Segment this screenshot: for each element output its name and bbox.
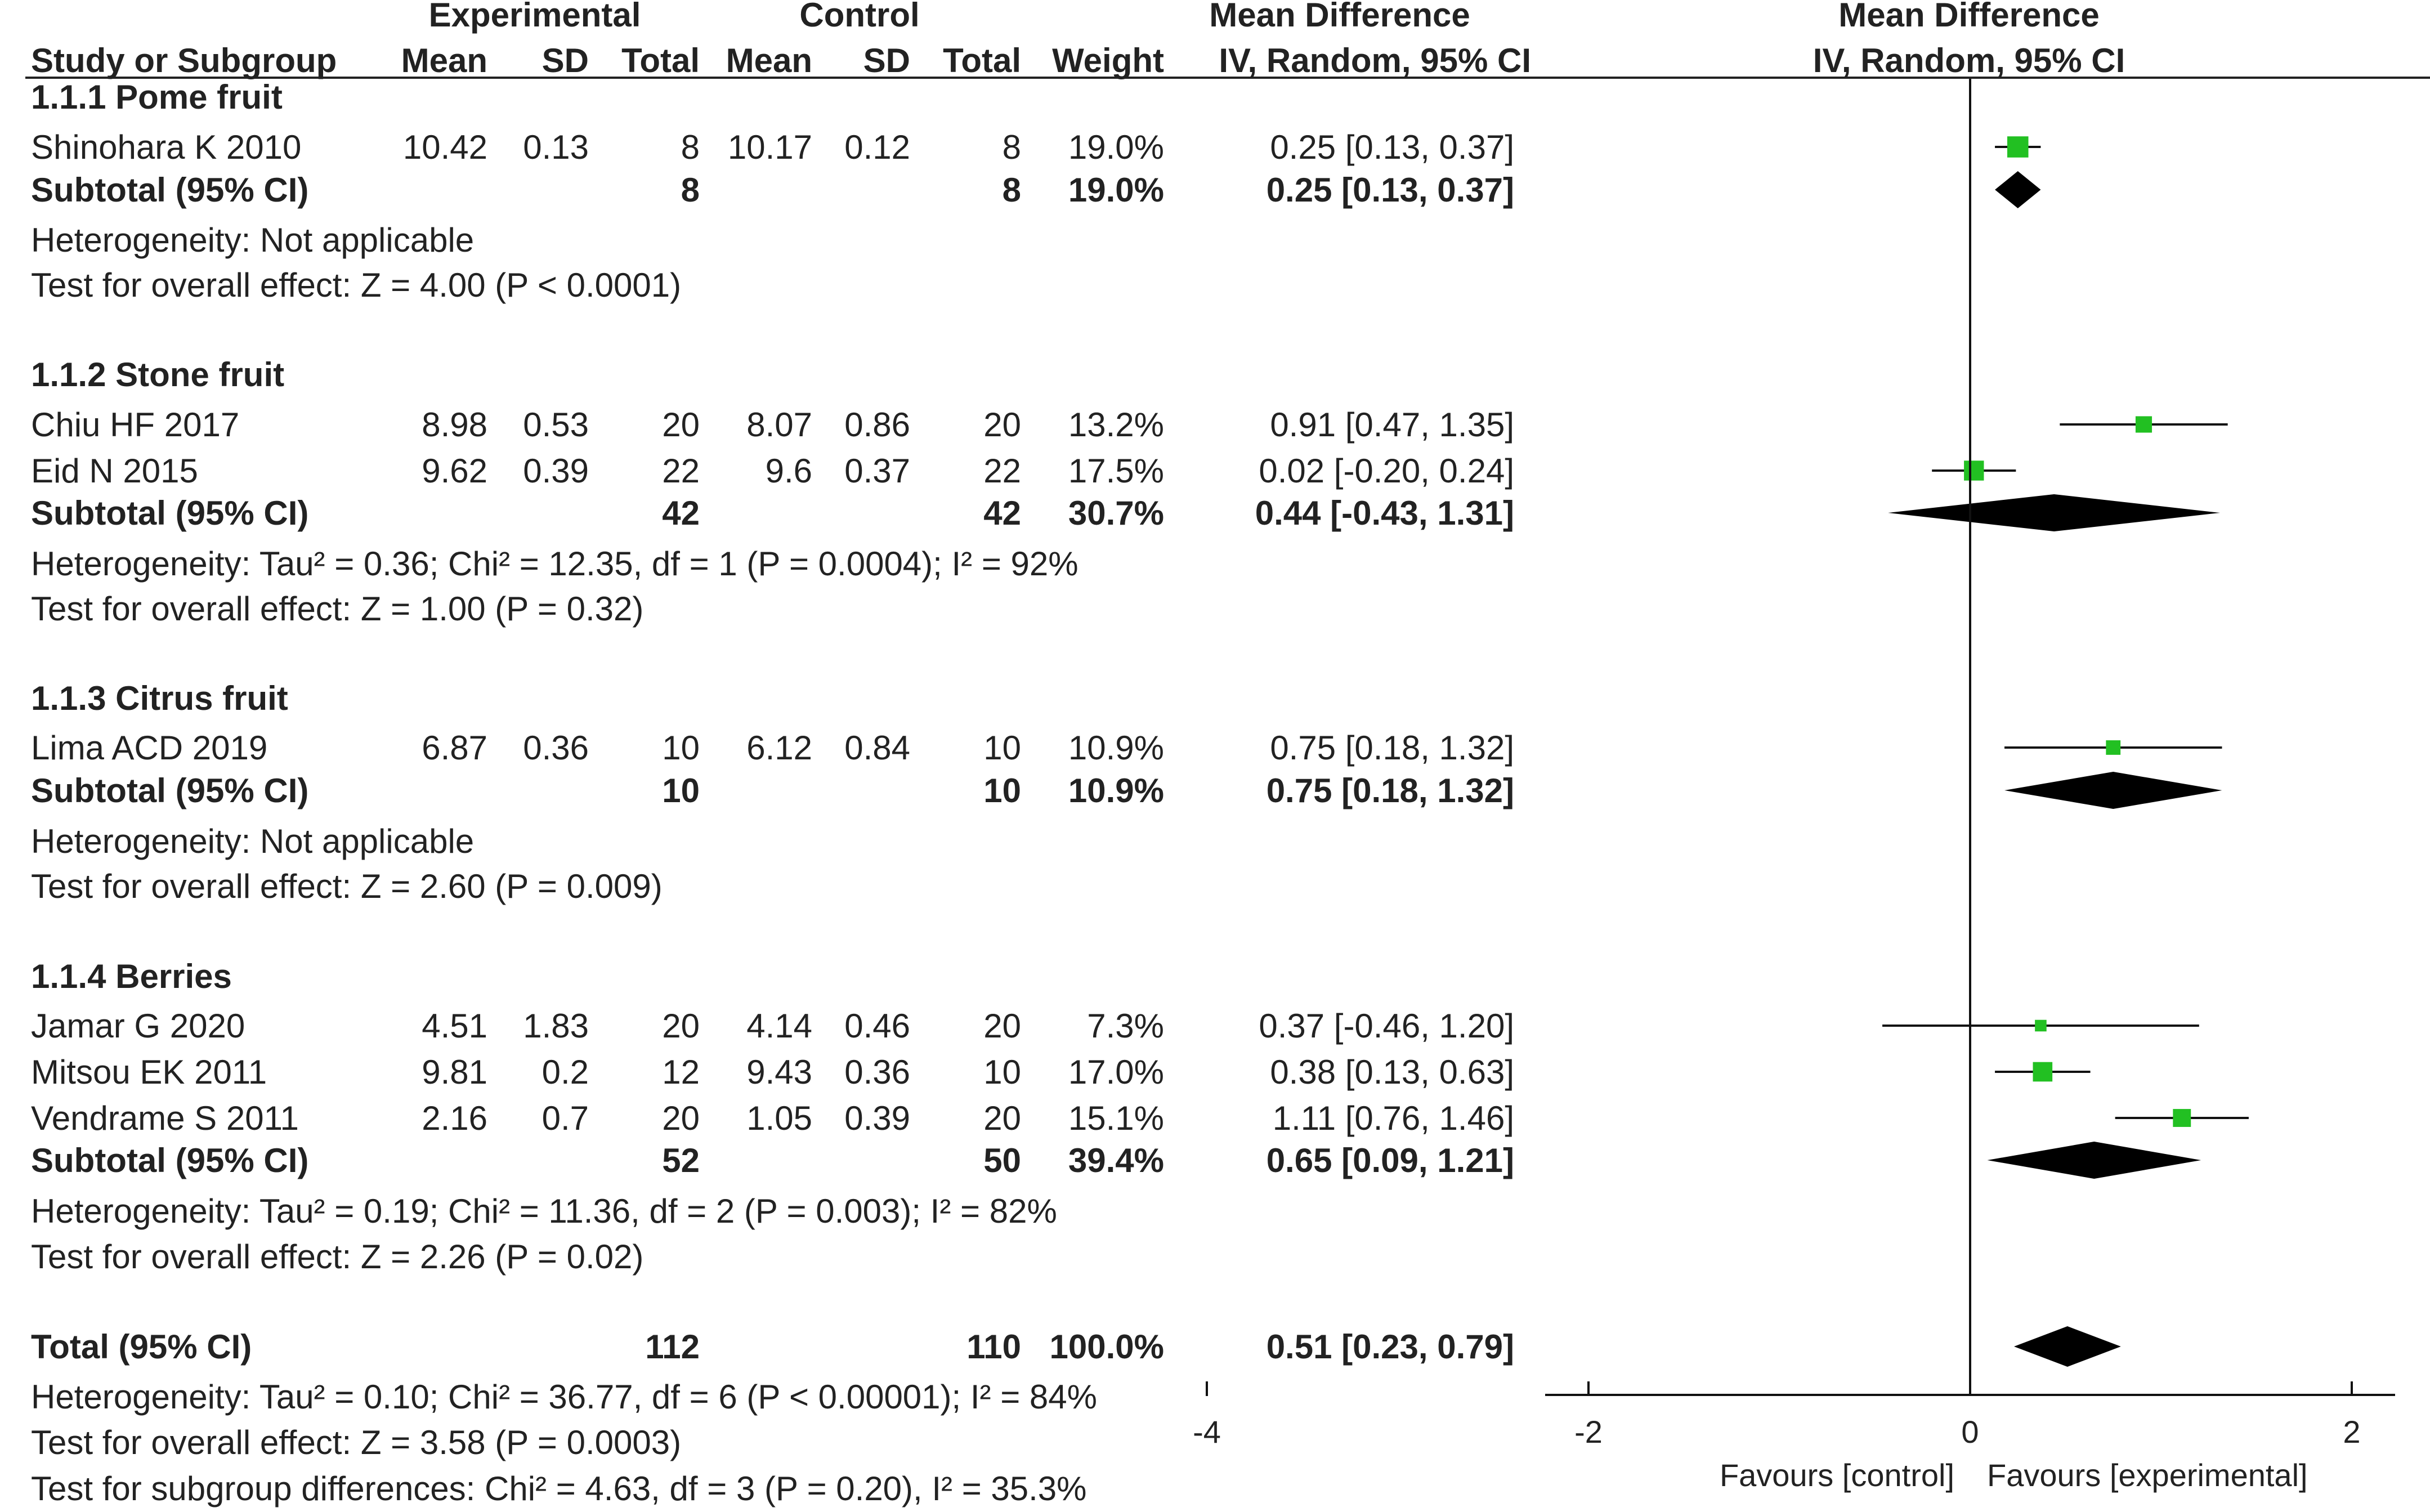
subtotal-label: Subtotal (95% CI) xyxy=(31,1142,309,1179)
study-exp-mean: 6.87 xyxy=(422,729,487,767)
study-exp-sd: 0.53 xyxy=(523,406,589,444)
study-exp-sd: 0.2 xyxy=(542,1053,589,1091)
col-md: IV, Random, 95% CI xyxy=(1219,42,1531,79)
overall-effect-text: Test for overall effect: Z = 2.26 (P = 0.02) xyxy=(31,1238,644,1276)
study-name: Eid N 2015 xyxy=(31,452,198,490)
study-ci: 1.11 [0.76, 1.46] xyxy=(1272,1099,1514,1137)
subgroup-label: 1.1.4 Berries xyxy=(31,958,232,995)
study-weight: 17.0% xyxy=(1068,1053,1164,1091)
header-control: Control xyxy=(799,0,920,34)
study-marker xyxy=(2035,1020,2047,1032)
subtotal-ctl-total: 42 xyxy=(983,494,1021,532)
heterogeneity-text: Heterogeneity: Tau² = 0.36; Chi² = 12.35, df = 1 (P = 0.0004); I² = 92% xyxy=(31,545,1078,583)
col-weight: Weight xyxy=(1052,42,1164,79)
subtotal-ci: 0.25 [0.13, 0.37] xyxy=(1266,171,1514,209)
subtotal-ctl-total: 50 xyxy=(983,1142,1021,1179)
study-ctl-total: 22 xyxy=(983,452,1021,490)
study-ctl-total: 10 xyxy=(983,729,1021,767)
subtotal-exp-total: 52 xyxy=(662,1142,700,1179)
subtotal-weight: 30.7% xyxy=(1068,494,1164,532)
subtotal-ci: 0.44 [-0.43, 1.31] xyxy=(1255,494,1514,532)
total-label: Total (95% CI) xyxy=(31,1328,252,1366)
study-ci: 0.38 [0.13, 0.63] xyxy=(1270,1053,1514,1091)
x-tick-label: 0 xyxy=(1961,1414,1979,1450)
x-tick-label: -4 xyxy=(1193,1414,1221,1450)
study-weight: 15.1% xyxy=(1068,1099,1164,1137)
subtotal-diamond xyxy=(2004,772,2222,809)
favours-control-label: Favours [control] xyxy=(1719,1457,1954,1493)
study-ctl-sd: 0.12 xyxy=(844,128,910,166)
table-rows xyxy=(31,78,1514,1507)
study-ci: 0.75 [0.18, 1.32] xyxy=(1270,729,1514,767)
study-exp-total: 20 xyxy=(662,1007,700,1045)
heterogeneity-text: Heterogeneity: Not applicable xyxy=(31,221,475,259)
study-exp-sd: 0.39 xyxy=(523,452,589,490)
study-ci: 0.02 [-0.20, 0.24] xyxy=(1259,452,1514,490)
study-exp-total: 12 xyxy=(662,1053,700,1091)
col-exp-total: Total xyxy=(621,42,700,79)
col-md-plot: IV, Random, 95% CI xyxy=(1813,42,2125,79)
overall-effect-text: Test for overall effect: Z = 1.00 (P = 0.32) xyxy=(31,590,644,628)
study-weight: 19.0% xyxy=(1068,128,1164,166)
total-heterogeneity-text: Heterogeneity: Tau² = 0.10; Chi² = 36.77, df = 6 (P < 0.00001); I² = 84% xyxy=(31,1378,1097,1416)
subtotal-label: Subtotal (95% CI) xyxy=(31,171,309,209)
study-name: Mitsou EK 2011 xyxy=(31,1053,267,1091)
study-ctl-sd: 0.84 xyxy=(844,729,910,767)
subtotal-exp-total: 42 xyxy=(662,494,700,532)
study-marker xyxy=(2007,136,2029,158)
study-ci: 0.91 [0.47, 1.35] xyxy=(1270,406,1514,444)
study-exp-mean: 8.98 xyxy=(422,406,487,444)
subtotal-diamond xyxy=(1995,171,2040,208)
study-ctl-total: 10 xyxy=(983,1053,1021,1091)
total-exp-total: 112 xyxy=(645,1328,700,1366)
favours-experimental-label: Favours [experimental] xyxy=(1987,1457,2308,1493)
study-exp-mean: 10.42 xyxy=(402,128,487,166)
study-weight: 17.5% xyxy=(1068,452,1164,490)
study-ctl-mean: 6.12 xyxy=(746,729,812,767)
col-ctl-total: Total xyxy=(943,42,1021,79)
study-ctl-mean: 9.6 xyxy=(765,452,812,490)
overall-effect-text: Test for overall effect: Z = 2.60 (P = 0.009) xyxy=(31,867,663,905)
study-exp-total: 8 xyxy=(681,128,700,166)
heterogeneity-text: Heterogeneity: Tau² = 0.19; Chi² = 11.36, df = 2 (P = 0.003); I² = 82% xyxy=(31,1192,1057,1230)
study-exp-sd: 0.36 xyxy=(523,729,589,767)
study-ctl-total: 8 xyxy=(1002,128,1021,166)
study-ctl-sd: 0.39 xyxy=(844,1099,910,1137)
study-exp-sd: 0.13 xyxy=(523,128,589,166)
subtotal-ctl-total: 8 xyxy=(1002,171,1021,209)
total-ctl-total: 110 xyxy=(966,1328,1021,1366)
subgroup-differences-text: Test for subgroup differences: Chi² = 4.63, df = 3 (P = 0.20), I² = 35.3% xyxy=(31,1470,1087,1507)
study-ctl-total: 20 xyxy=(983,1007,1021,1045)
study-exp-mean: 9.81 xyxy=(422,1053,487,1091)
study-weight: 7.3% xyxy=(1087,1007,1164,1045)
study-exp-total: 20 xyxy=(662,1099,700,1137)
study-exp-total: 10 xyxy=(662,729,700,767)
study-marker xyxy=(2106,740,2120,755)
subtotal-weight: 19.0% xyxy=(1068,171,1164,209)
subtotal-diamond xyxy=(1888,494,2220,531)
study-name: Vendrame S 2011 xyxy=(31,1099,299,1137)
subtotal-ci: 0.65 [0.09, 1.21] xyxy=(1266,1142,1514,1179)
col-ctl-mean: Mean xyxy=(726,42,812,79)
col-ctl-sd: SD xyxy=(863,42,910,79)
overall-effect-text: Test for overall effect: Z = 4.00 (P < 0.0001) xyxy=(31,266,682,304)
study-ctl-mean: 8.07 xyxy=(746,406,812,444)
subgroup-label: 1.1.1 Pome fruit xyxy=(31,78,283,116)
study-ctl-mean: 1.05 xyxy=(746,1099,812,1137)
x-tick-label: 2 xyxy=(2343,1414,2361,1450)
study-ctl-sd: 0.36 xyxy=(844,1053,910,1091)
study-ctl-mean: 4.14 xyxy=(746,1007,812,1045)
study-marker xyxy=(1964,460,1984,480)
subtotal-exp-total: 10 xyxy=(662,772,700,809)
col-study: Study or Subgroup xyxy=(31,42,337,79)
x-tick-label: -2 xyxy=(1574,1414,1603,1450)
subgroup-label: 1.1.2 Stone fruit xyxy=(31,356,285,393)
study-marker xyxy=(2173,1109,2191,1127)
header-mean-difference-plot: Mean Difference xyxy=(1838,0,2100,34)
heterogeneity-text: Heterogeneity: Not applicable xyxy=(31,822,475,860)
subtotal-ci: 0.75 [0.18, 1.32] xyxy=(1266,772,1514,809)
study-marker xyxy=(2033,1062,2052,1082)
total-ci: 0.51 [0.23, 0.79] xyxy=(1266,1328,1514,1366)
subtotal-exp-total: 8 xyxy=(681,171,700,209)
study-name: Lima ACD 2019 xyxy=(31,729,268,767)
total-overall-effect-text: Test for overall effect: Z = 3.58 (P = 0.0003) xyxy=(31,1424,682,1461)
subtotal-weight: 10.9% xyxy=(1068,772,1164,809)
col-exp-mean: Mean xyxy=(401,42,487,79)
header-mean-difference: Mean Difference xyxy=(1209,0,1470,34)
study-ci: 0.25 [0.13, 0.37] xyxy=(1270,128,1514,166)
study-exp-sd: 1.83 xyxy=(523,1007,589,1045)
study-weight: 10.9% xyxy=(1068,729,1164,767)
study-exp-mean: 2.16 xyxy=(422,1099,487,1137)
study-ctl-total: 20 xyxy=(983,406,1021,444)
study-ctl-mean: 9.43 xyxy=(746,1053,812,1091)
study-exp-mean: 9.62 xyxy=(422,452,487,490)
total-diamond xyxy=(2014,1326,2121,1367)
study-ctl-sd: 0.86 xyxy=(844,406,910,444)
study-exp-total: 20 xyxy=(662,406,700,444)
subtotal-ctl-total: 10 xyxy=(983,772,1021,809)
study-name: Jamar G 2020 xyxy=(31,1007,245,1045)
header-experimental: Experimental xyxy=(428,0,641,34)
subtotal-diamond xyxy=(1988,1142,2201,1179)
study-name: Shinohara K 2010 xyxy=(31,128,302,166)
study-exp-total: 22 xyxy=(662,452,700,490)
study-marker xyxy=(2136,416,2152,432)
study-name: Chiu HF 2017 xyxy=(31,406,240,444)
study-exp-mean: 4.51 xyxy=(422,1007,487,1045)
total-weight: 100.0% xyxy=(1049,1328,1164,1366)
study-exp-sd: 0.7 xyxy=(542,1099,589,1137)
subtotal-label: Subtotal (95% CI) xyxy=(31,772,309,809)
col-exp-sd: SD xyxy=(542,42,589,79)
subtotal-label: Subtotal (95% CI) xyxy=(31,494,309,532)
study-ctl-sd: 0.46 xyxy=(844,1007,910,1045)
study-ctl-mean: 10.17 xyxy=(727,128,812,166)
study-weight: 13.2% xyxy=(1068,406,1164,444)
study-ctl-sd: 0.37 xyxy=(844,452,910,490)
study-ctl-total: 20 xyxy=(983,1099,1021,1137)
subtotal-weight: 39.4% xyxy=(1068,1142,1164,1179)
subgroup-label: 1.1.3 Citrus fruit xyxy=(31,679,288,717)
study-ci: 0.37 [-0.46, 1.20] xyxy=(1259,1007,1514,1045)
